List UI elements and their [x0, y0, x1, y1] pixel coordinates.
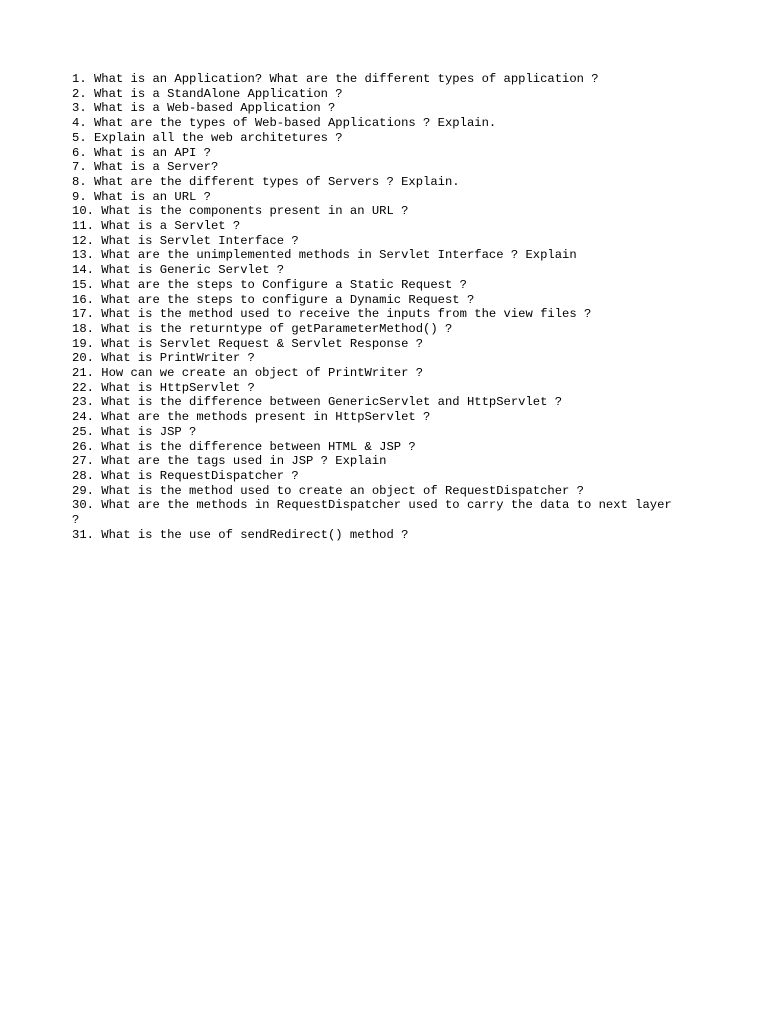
question-item: 12. What is Servlet Interface ?	[72, 233, 299, 248]
document-page	[72, 72, 680, 543]
question-item: 2. What is a StandAlone Application ?	[72, 86, 343, 101]
question-item: 3. What is a Web-based Application ?	[72, 101, 336, 116]
question-item: 11. What is a Servlet ?	[72, 219, 241, 234]
question-item: 10. What is the components present in an URL ?	[72, 204, 409, 219]
question-item: 8. What are the different types of Servers ? Explain.	[72, 174, 460, 189]
question-item: 25. What is JSP ?	[72, 424, 197, 439]
question-item: 30. What are the methods in RequestDispatcher used to carry the data to next layer ?	[72, 498, 680, 528]
question-item: 7. What is a Server?	[72, 160, 219, 175]
question-item: 9. What is an URL ?	[72, 189, 211, 204]
question-item: 28. What is RequestDispatcher ?	[72, 468, 299, 483]
question-item: 18. What is the returntype of getParameterMethod() ?	[72, 321, 453, 336]
question-item: 15. What are the steps to Configure a Static Request ?	[72, 277, 467, 292]
question-item: 13. What are the unimplemented methods in Servlet Interface ? Explain	[72, 248, 577, 263]
question-item: 31. What is the use of sendRedirect() method ?	[72, 527, 409, 542]
question-item: 24. What are the methods present in HttpServlet ?	[72, 410, 431, 425]
question-list	[72, 72, 680, 543]
question-item: 1. What is an Application? What are the different types of application ?	[72, 72, 599, 86]
question-item: 4. What are the types of Web-based Applications ? Explain.	[72, 116, 497, 131]
question-item: 22. What is HttpServlet ?	[72, 380, 255, 395]
question-item: 5. Explain all the web architetures ?	[72, 130, 343, 145]
question-item: 29. What is the method used to create an object of RequestDispatcher ?	[72, 483, 584, 498]
question-item: 21. How can we create an object of PrintWriter ?	[72, 366, 424, 381]
question-item: 6. What is an API ?	[72, 145, 211, 160]
question-item: 23. What is the difference between GenericServlet and HttpServlet ?	[72, 395, 563, 410]
question-item: 16. What are the steps to configure a Dynamic Request ?	[72, 292, 475, 307]
question-item: 19. What is Servlet Request & Servlet Response ?	[72, 336, 424, 351]
question-item: 20. What is PrintWriter ?	[72, 351, 255, 366]
question-item: 14. What is Generic Servlet ?	[72, 263, 285, 278]
question-item: 27. What are the tags used in JSP ? Explain	[72, 454, 387, 469]
question-item: 26. What is the difference between HTML & JSP ?	[72, 439, 416, 454]
question-item: 17. What is the method used to receive the inputs from the view files ?	[72, 307, 592, 322]
